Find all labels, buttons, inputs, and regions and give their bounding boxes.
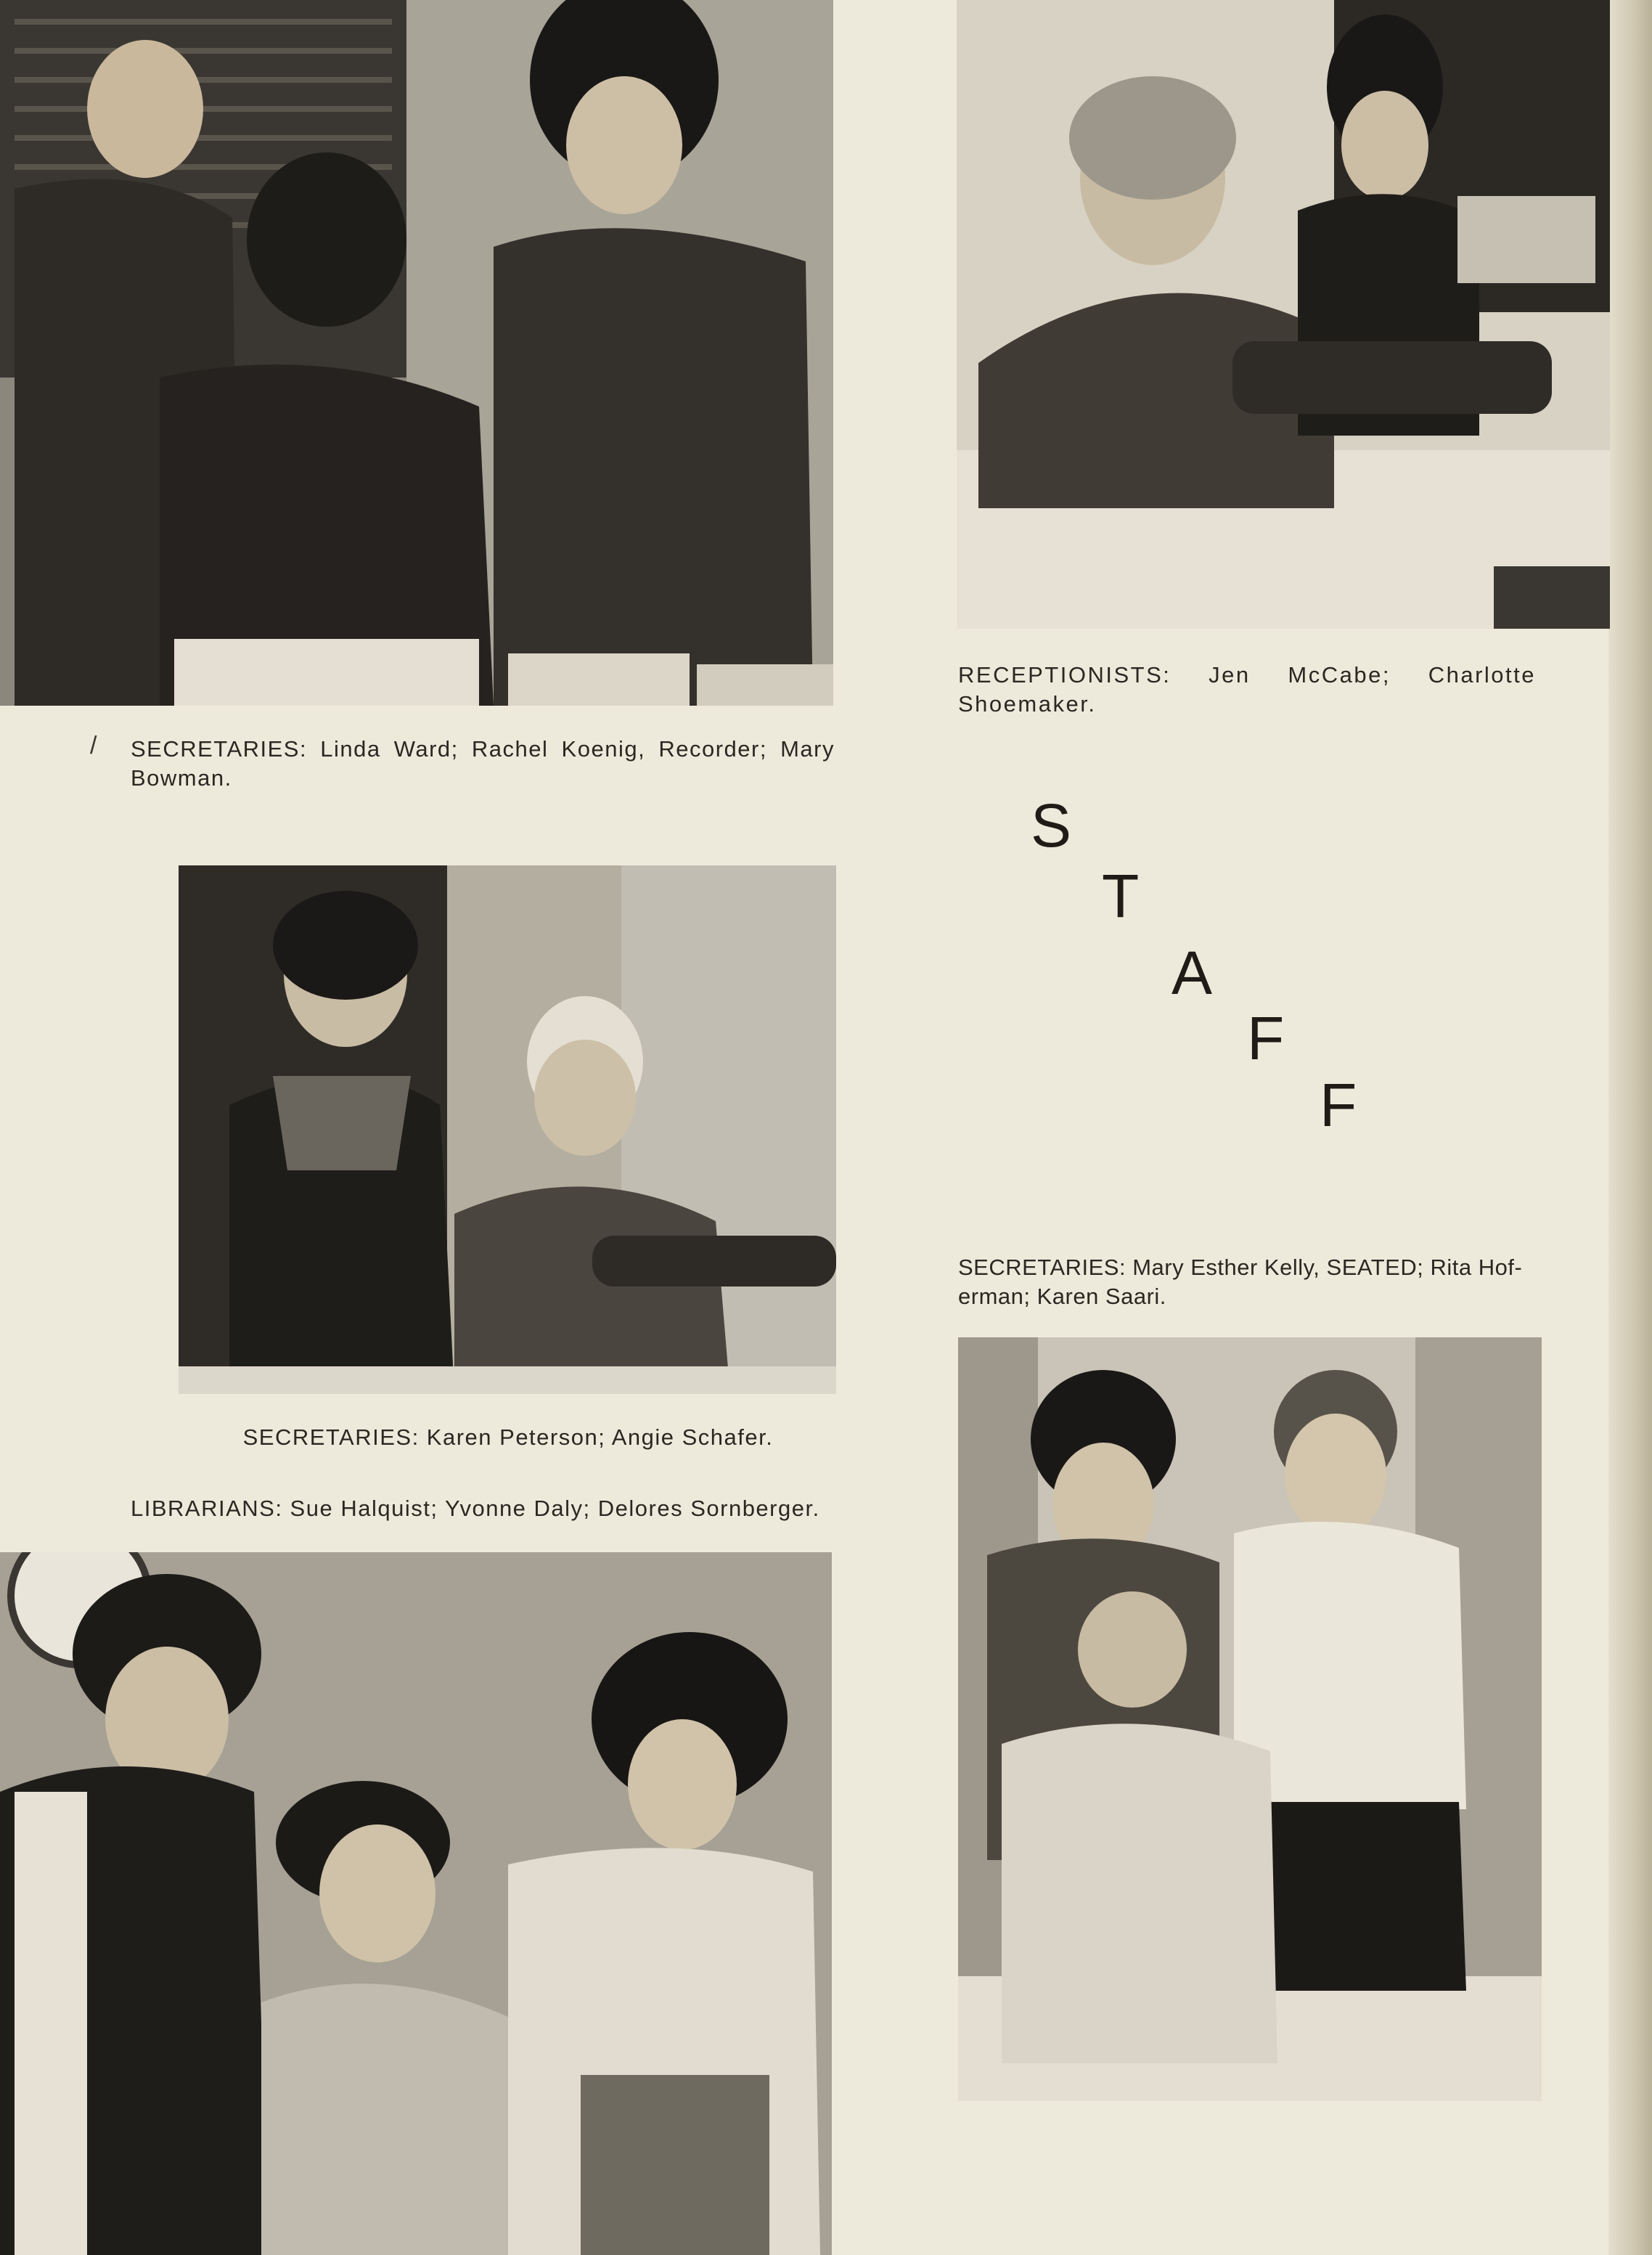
caption-mark: /	[90, 732, 97, 759]
page-edge	[1608, 0, 1652, 2255]
photo-receptionists	[957, 0, 1610, 629]
title-letter-f1: F	[1247, 1004, 1285, 1072]
title-letter-s: S	[1031, 791, 1072, 860]
photo-secretaries-mid	[179, 865, 836, 1394]
title-letter-a: A	[1171, 939, 1213, 1007]
title-letter-t: T	[1102, 862, 1140, 930]
photo-librarians	[0, 1552, 832, 2255]
caption-secretaries-mid: SECRETARIES: Karen Peterson; Angie Schafer.	[242, 1424, 774, 1450]
caption-secretaries-right: SECRETARIES: Mary Esther Kelly, SEATED; Rita Hof-erman; Karen Saari.	[958, 1255, 1523, 1309]
title-letter-f2: F	[1320, 1071, 1357, 1139]
caption-receptionists: RECEPTIONISTS: Jen McCabe; Charlotte Shoemaker.	[958, 662, 1536, 717]
caption-librarians: LIBRARIANS: Sue Halquist; Yvonne Daly; Delores Sornberger.	[131, 1496, 820, 1521]
photo-secretaries-right	[958, 1337, 1542, 2101]
photo-secretaries-top	[0, 0, 833, 706]
caption-secretaries-top: SECRETARIES: Linda Ward; Rachel Koenig, Recorder; Mary Bowman.	[131, 736, 835, 791]
